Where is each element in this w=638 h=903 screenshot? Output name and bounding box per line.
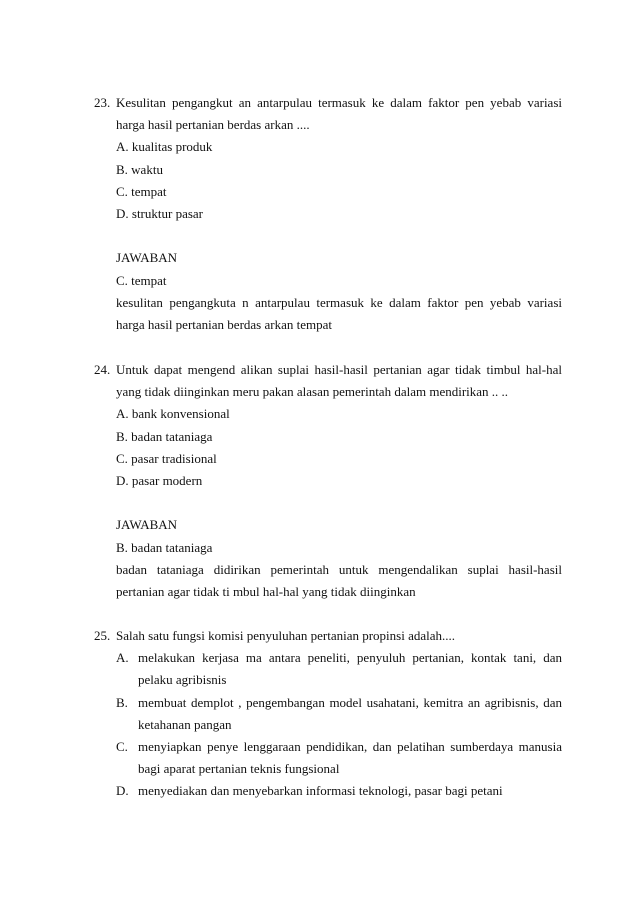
spacer	[94, 225, 562, 247]
option-b: B. badan tataniaga	[116, 428, 213, 444]
answer-explanation: badan tataniaga didirikan pemerintah untuk mengendalikan suplai hasil-hasil pertanian agar tidak ti mbul hal-hal yang tidak diinginkan	[116, 561, 562, 600]
option-c	[94, 736, 562, 780]
question-stem	[94, 92, 562, 136]
option-text: menyediakan dan menyebarkan informasi teknologi, pasar bagi petani	[138, 783, 503, 799]
option-c: C. tempat	[116, 183, 167, 199]
spacer	[94, 492, 562, 514]
question-text: Salah satu fungsi komisi penyuluhan pertanian propinsi adalah....	[116, 628, 456, 643]
option-d: D. pasar modern	[116, 473, 203, 489]
question-number: 23.	[94, 95, 111, 110]
option-letter: A.	[116, 650, 129, 666]
answer-label: JAWABAN	[116, 250, 178, 266]
option-letter: B.	[116, 694, 128, 710]
option-c: C. pasar tradisional	[116, 450, 217, 466]
answer-choice: B. badan tataniaga	[116, 539, 213, 555]
option-b: B. waktu	[116, 161, 163, 177]
answer-label: JAWABAN	[116, 517, 178, 533]
answer-explanation: kesulitan pengangkuta n antarpulau termasuk ke dalam faktor pen yebab variasi harga hasil pertanian berdas arkan tempat	[116, 294, 562, 333]
question-number: 25.	[94, 628, 111, 643]
option-text: melakukan kerjasa ma antara peneliti, penyuluh pertanian, kontak tani, dan pelaku agribisnis	[138, 650, 562, 688]
option-letter: D.	[116, 783, 129, 799]
option-a: A. bank konvensional	[116, 406, 230, 422]
answer-choice: C. tempat	[116, 272, 167, 288]
question-23	[94, 92, 562, 336]
question-stem	[94, 359, 562, 403]
option-b	[94, 692, 562, 736]
question-text: Untuk dapat mengend alikan suplai hasil-hasil pertanian agar tidak timbul hal-hal yang tidak diinginkan meru pakan alasan pemerintah dalam mendirikan .. ..	[116, 362, 562, 400]
option-text: membuat demplot , pengembangan model usahatani, kemitra an agribisnis, dan ketahanan pangan	[138, 694, 562, 732]
question-number: 24.	[94, 362, 111, 377]
question-24	[94, 359, 562, 603]
option-text: menyiapkan penye lenggaraan pendidikan, dan pelatihan sumberdaya manusia bagi aparat pertanian teknis fungsional	[138, 739, 562, 777]
option-d: D. struktur pasar	[116, 206, 204, 222]
option-a: A. kualitas produk	[116, 139, 213, 155]
question-25	[94, 625, 562, 803]
question-stem	[94, 625, 562, 647]
question-text: Kesulitan pengangkut an antarpulau termasuk ke dalam faktor pen yebab variasi harga hasil pertanian berdas arkan ....	[116, 95, 562, 133]
option-a	[94, 647, 562, 691]
option-d	[94, 780, 562, 802]
option-letter: C.	[116, 739, 128, 755]
